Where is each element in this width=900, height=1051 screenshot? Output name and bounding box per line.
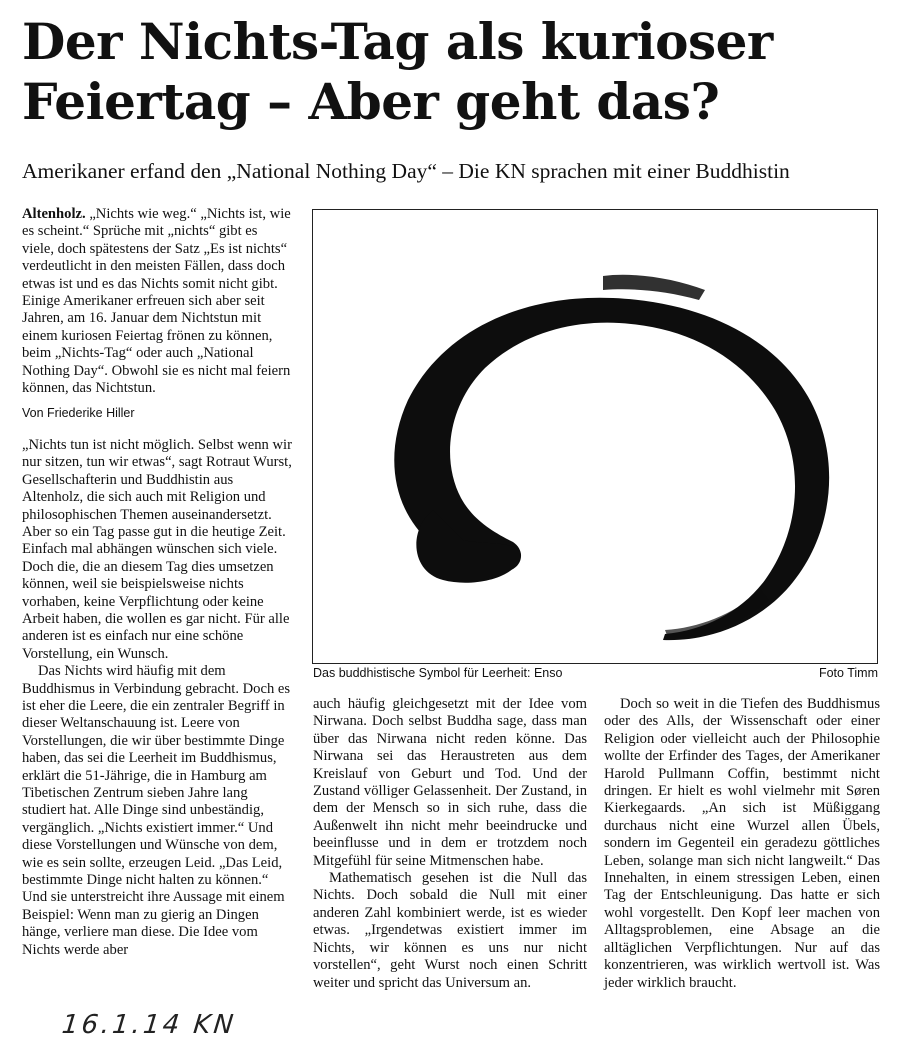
article-column-3	[604, 696, 880, 992]
article-paragraph: Mathematisch gesehen ist die Null das Nichts. Doch sobald die Null mit einer anderen Zahl kombiniert werde, ist es wieder etwas. „Irgendetwas existiert immer im Nichts, wir können es uns nur nicht vorstellen“, geht Wurst noch einen Schritt weiter und spricht das Universum an.	[313, 870, 587, 991]
photo-credit: Foto Timm	[818, 666, 878, 680]
article-byline: Von Friederike Hiller	[22, 406, 135, 421]
article-column-2	[313, 696, 587, 992]
article-paragraph: „Nichts tun ist nicht möglich. Selbst wenn wir nur sitzen, tun wir etwas“, sagt Rotraut Wurst, Gesellschafterin und Buddhistin aus Altenholz, die sich auch mit Religion und philosophischen Themen auseinandersetzt. Aber so ein Tag passe gut in die heutige Zeit. Einfach mal abhängen wünschen sich viele. Doch die, die an diesem Tag dies umsetzen können, weil sie beispielsweise nichts vorhaben, keine Verpflichtung oder keine Arbeit haben, die wollen es gar nicht. Für alle anderen ist es einfach nur eine schöne Vorstellung, ein Wunsch.	[22, 436, 292, 662]
article-lead-column	[22, 206, 292, 959]
enso-photo	[312, 209, 878, 664]
article-paragraph: Das Nichts wird häufig mit dem Buddhismus in Verbindung gebracht. Doch es ist eher die Leere, die ein zentraler Begriff in dieser Weltanschauung ist. Leere von Vorstellungen, die wir über bestimmte Dinge haben, das sei die Leerheit im Buddhismus, erklärt die 51-Jährige, die in Hamburg am Tibetischen Zentrum sieben Jahre lang studiert hat. Alle Dinge sind unbeständig, vergänglich. „Nichts existiert immer.“ Und diese Vorstellungen und Wünsche von dem, wie es sein sollte, erzeugen Leid. „Das Leid, bestimmte Dinge nicht halten zu können.“ Und sie unterstreicht ihre Aussage mit einem Beispiel: Wenn man zu gierig an Dingen hänge, verliere man diese. Die Idee vom Nichts werde aber	[22, 663, 291, 958]
article-paragraph: Doch so weit in die Tiefen des Buddhismus oder des Alls, der Wissenschaft oder einer Religion oder vielleicht auch der Philosophie wollte der Erfinder des Tages, der Amerikaner Harold Pullmann Coffin, bestimmt nicht dringen. Er hielt es wohl vielmehr mit Søren Kierkegaards. „An sich ist Müßiggang durchaus nicht eine Wurzel allen Übels, sondern im Gegenteil ein geradezu göttliches Leben, solange man sich nicht langweilt.“ Das Innehalten, in einem stressigen Leben, einen Tag der Entschleunigung. Das hatte er sich wohl vorgestellt. Den Kopf leer machen von Alltagsproblemen, eine Absage an die alltäglichen Verpflichtungen. Nur auf das konzentrieren, was wirklich wertvoll ist. Was jeder wirklich braucht.	[604, 696, 880, 991]
photo-caption: Das buddhistische Symbol für Leerheit: Enso	[313, 666, 563, 680]
handwritten-date-note: 16.1.14 KN	[60, 1010, 238, 1040]
article-dateline: Altenholz.	[22, 206, 86, 222]
article-headline: Der Nichts-Tag als kurioser Feiertag – Aber geht das?	[22, 12, 773, 131]
photo-caption-row	[313, 666, 878, 680]
article-subheadline: Amerikaner erfand den „National Nothing Day“ – Die KN sprachen mit einer Buddhistin	[22, 159, 790, 183]
article-lead-text: „Nichts wie weg.“ „Nichts ist, wie es scheint.“ Sprüche mit „nichts“ gibt es viele, doch spätestens der Satz „Es ist nichts“ verdeutlicht in den meisten Fällen, dass doch etwas ist und es das Nichts somit nicht gibt. Einige Amerikaner erfreuen sich aber seit Jahren, am 16. Januar dem Nichtstun mit einem kuriosen Feiertag frönen zu können, beim „Nichts-Tag“ oder auch „National Nothing Day“. Obwohl sie es nicht mal feiern können, das Nichtstun.	[22, 206, 291, 397]
enso-symbol-icon	[313, 210, 876, 662]
article-paragraph: auch häufig gleichgesetzt mit der Idee vom Nirwana. Doch selbst Buddha sage, dass man über das Nirwana nicht reden könne. Das Nirwana sei das Heraustreten aus dem Kreislauf von Geburt und Tod. Und der Zustand völliger Gelassenheit. Der Zustand, in dem der Mensch so in sich ruhe, dass die Außenwelt ihn nicht mehr beeindrucke und beeinflusse und in dem er trotzdem noch Mitgefühl für seine Mitmenschen habe.	[313, 696, 587, 869]
article-lead	[22, 206, 292, 397]
